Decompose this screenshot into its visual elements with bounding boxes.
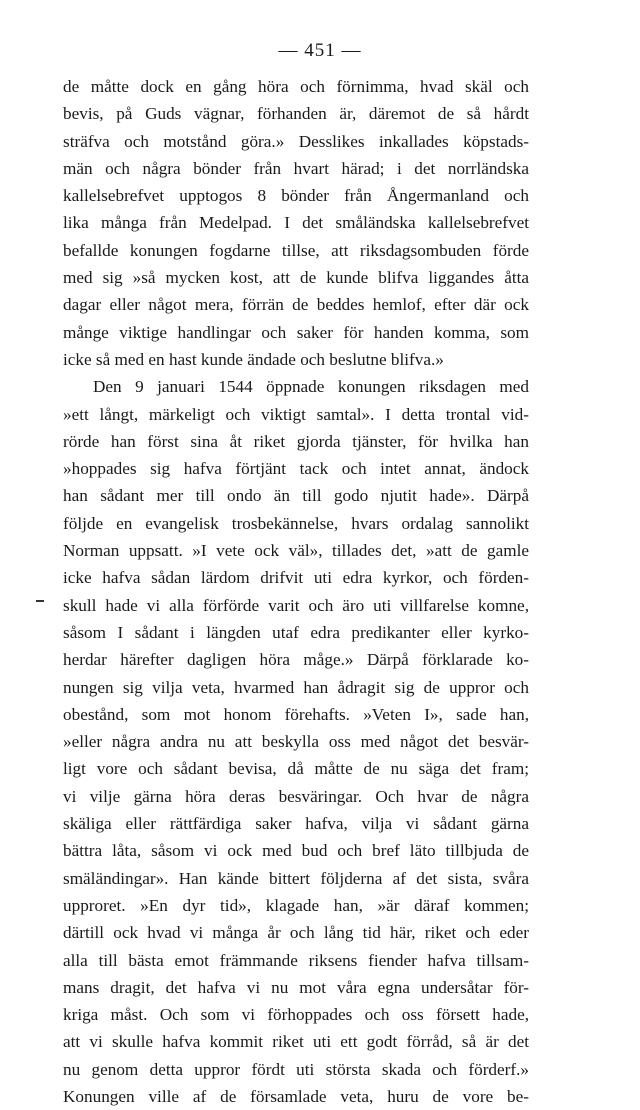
text-line: bevis, på Guds vägnar, förhanden är, däremot de så hårdt [63, 104, 529, 124]
text-line: de måtte dock en gång höra och förnimma, hvad skäl och [63, 77, 529, 96]
text-line: Den 9 januari 1544 öppnade konungen riksdagen med [93, 377, 529, 397]
text-line: kriga måst. Och som vi förhoppades och oss försett hade, [63, 1005, 529, 1025]
text-line: med sig »så mycken kost, att de kunde blifva liggandes åtta [63, 268, 529, 288]
text-line: »ett långt, märkeligt och viktigt samtal». I detta trontal vid- [63, 404, 529, 424]
text-line: herdar härefter dagligen höra måge.» Därpå förklarade ko- [63, 650, 529, 670]
text-line: vi vilje gärna höra deras besväringar. Och hvar de några [63, 786, 529, 806]
text-line: Konungen ville af de församlade veta, huru de vore be- [63, 1086, 529, 1106]
body-text [63, 73, 529, 1110]
text-line: han sådant mer till ondo än till godo njutit hade». Därpå [63, 486, 529, 506]
text-line: smäländingar». Han kände bittert följderna af det sista, svåra [63, 868, 529, 888]
text-line: Norman uppsatt. »I vete ock väl», tillades det, »att de gamle [63, 541, 529, 561]
text-line: kallelsebrefvet upptogos 8 bönder från Ångermanland och [63, 186, 529, 206]
text-line: månge viktige handlingar och saker för handen komma, som [63, 322, 529, 342]
text-line: därtill ock hvad vi många år och lång tid här, riket och eder [63, 923, 529, 943]
text-line: sträfva och motstånd göra.» Desslikes inkallades köpstads- [63, 131, 529, 151]
text-line: såsom I sådant i längden utaf edra predikanter eller kyrko- [63, 622, 529, 642]
text-line: upproret. »En dyr tid», klagade han, »är däraf kommen; [63, 895, 529, 915]
text-line: män och några bönder från hvart härad; i det norrländska [63, 158, 529, 178]
text-line: obestånd, som mot honom förehafts. »Veten I», sade han, [63, 704, 529, 724]
text-line: rörde han först sina åt riket gjorda tjänster, för hvilka han [63, 431, 529, 451]
text-line: skäliga eller rättfärdiga saker hafva, vilja vi sådant gärna [63, 814, 529, 834]
text-line: bättra låta, såsom vi ock med bud och bref läto tillbjuda de [63, 841, 529, 861]
text-line: alla till bästa emot främmande riksens fiender hafva tillsam- [63, 950, 529, 970]
text-line: mans dragit, det hafva vi nu mot våra egna undersåtar för- [63, 977, 529, 997]
text-line: ligt vore och sådant bevisa, då måtte de nu säga det fram; [63, 759, 529, 779]
text-line: följde en evangelisk trosbekännelse, hvars ordalag sannolikt [63, 513, 529, 533]
text-line: skull hade vi alla förförde varit och äro uti villfarelse komne, [63, 595, 529, 615]
text-line: att vi skulle hafva kommit riket uti ett godt förråd, så är det [63, 1032, 529, 1052]
text-line: »hoppades sig hafva förtjänt tack och intet annat, ändock [63, 459, 529, 479]
page-number: — 451 — [278, 40, 362, 61]
margin-mark [36, 600, 44, 602]
text-line: dagar eller något mera, förrän de beddes hemlof, efter där ock [63, 295, 529, 315]
text-line: befallde konungen fogdarne tillse, att riksdagsombuden förde [63, 240, 529, 260]
text-line: »eller några andra nu att beskylla oss med något det besvär- [63, 732, 529, 752]
text-line: nu genom detta uppror fördt uti största skada och förderf.» [63, 1059, 529, 1079]
text-line: icke så med en hast kunde ändade och beslutne blifva.» [63, 349, 444, 369]
text-line: icke hafva sådan lärdom drifvit uti edra kyrkor, och förden- [63, 568, 529, 588]
text-line: nungen sig vilja veta, hvarmed han ådragit sig de uppror och [63, 677, 529, 697]
text-line: lika många från Medelpad. I det småländska kallelsebrefvet [63, 213, 529, 233]
